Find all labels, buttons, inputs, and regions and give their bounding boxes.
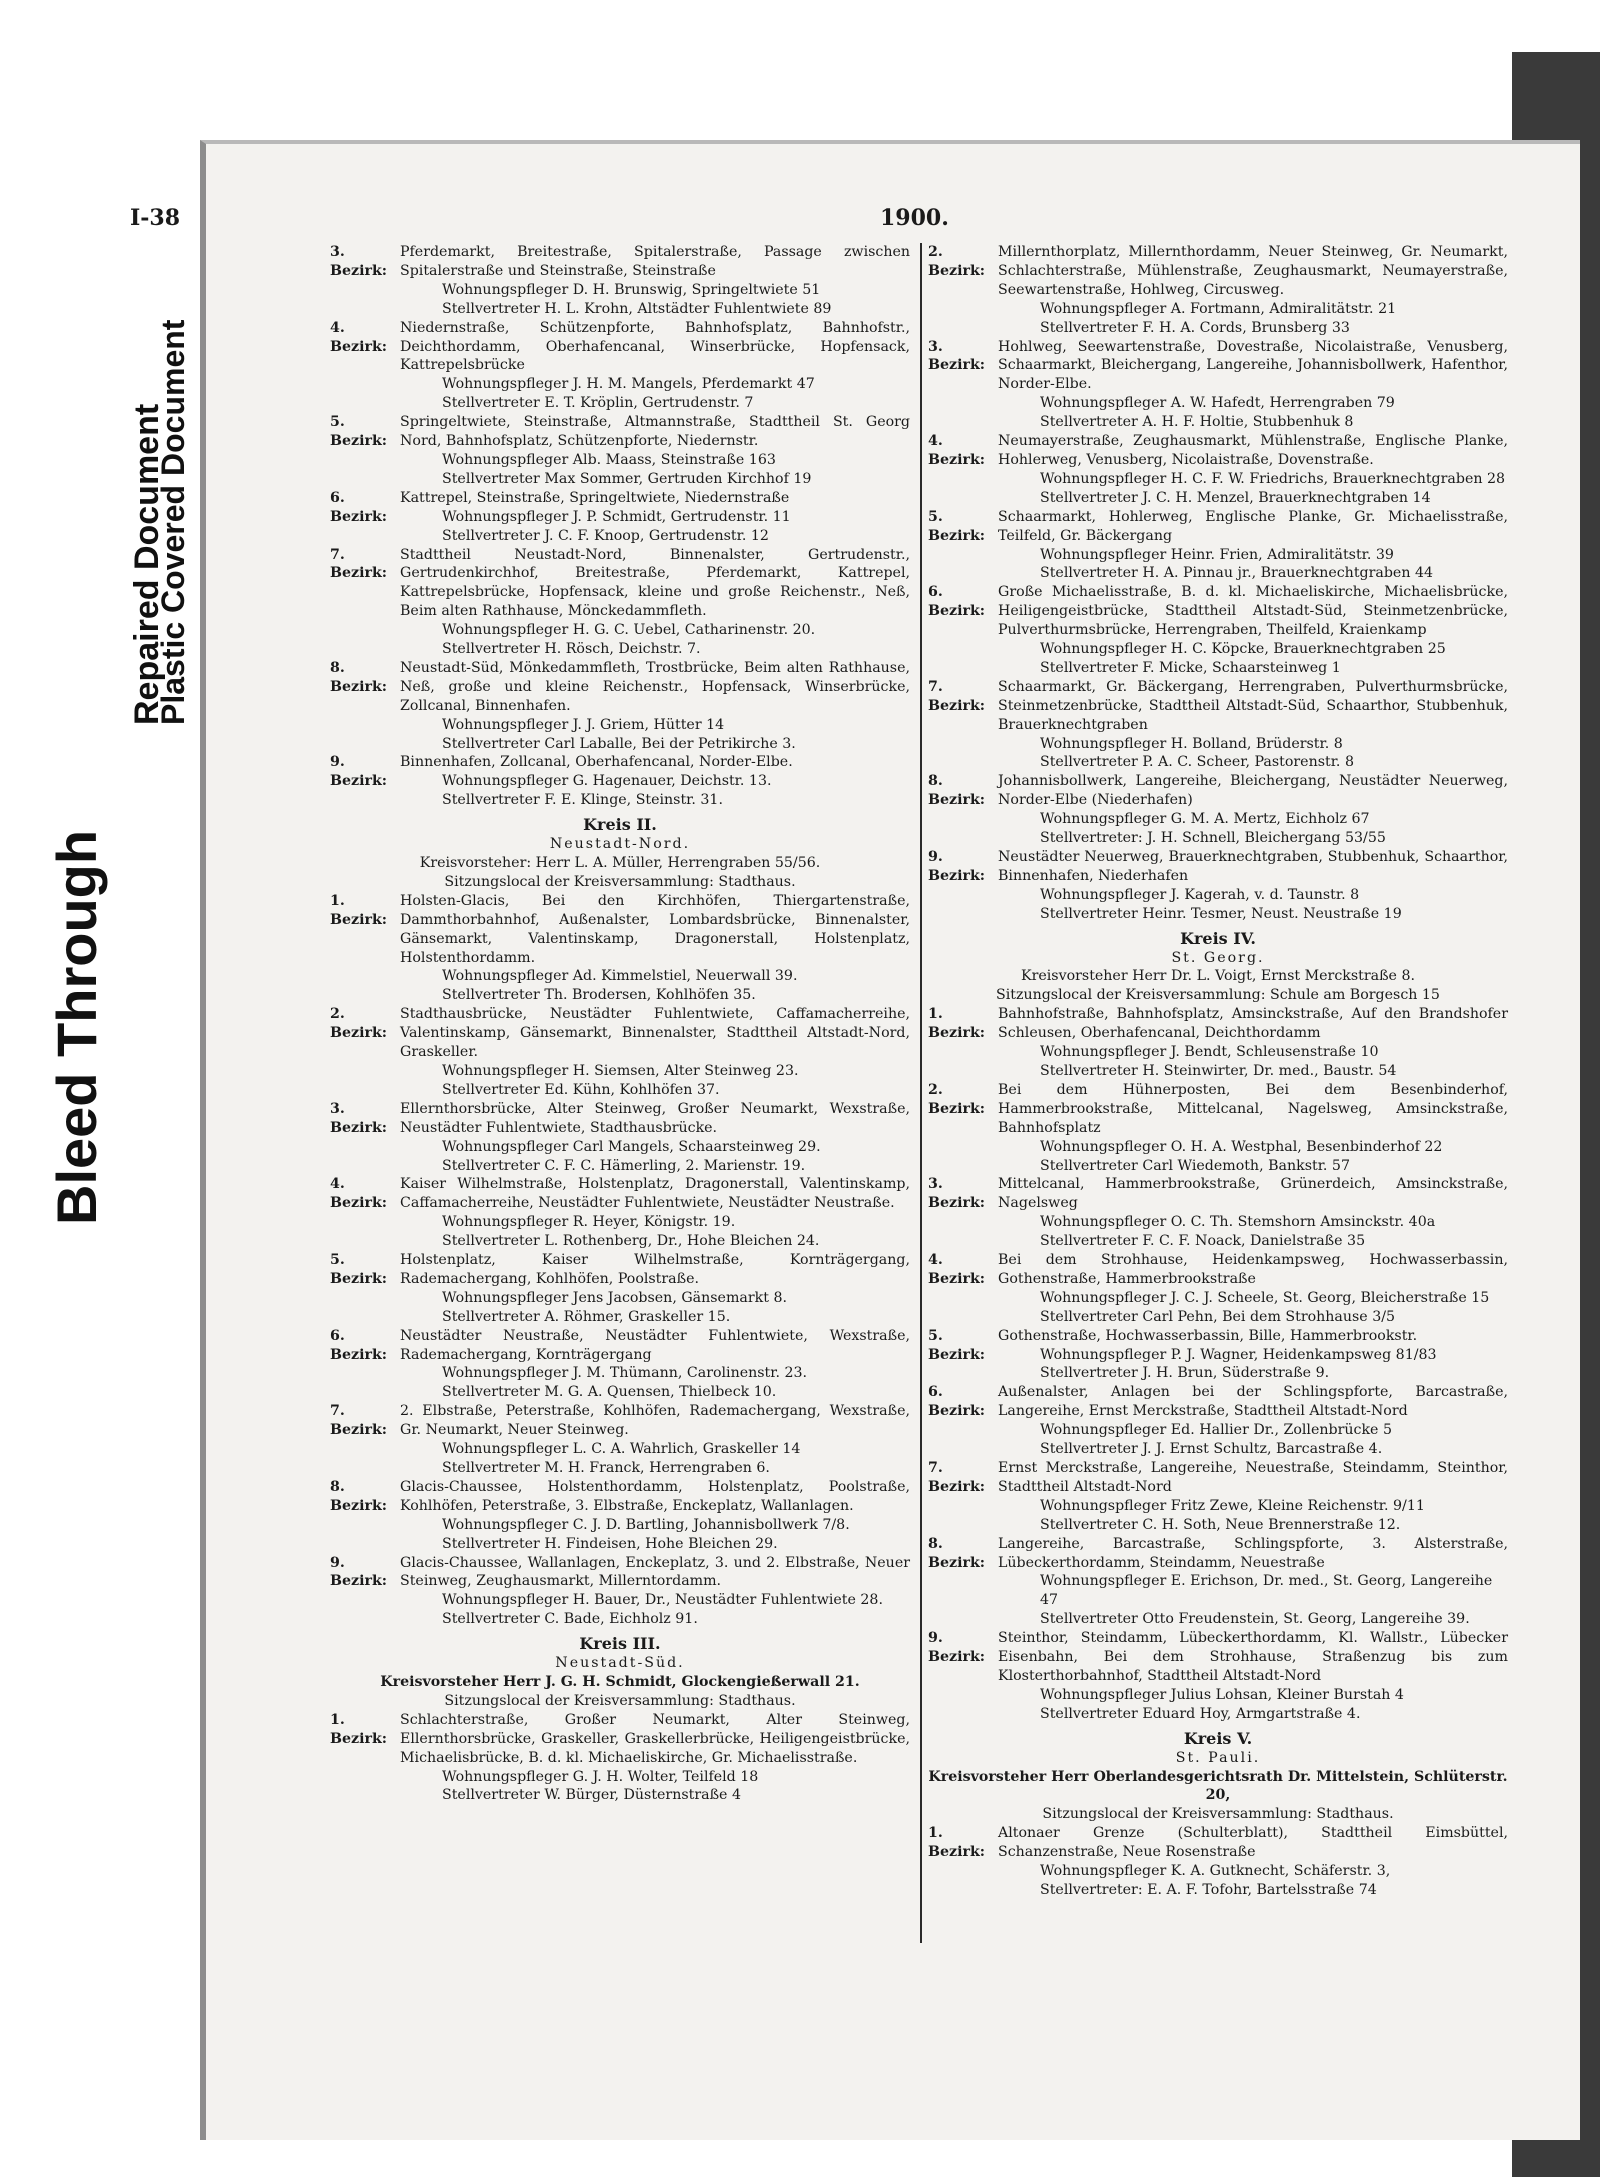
bezirk-label: 4. Bezirk: bbox=[330, 1176, 388, 1212]
bezirk-label: 4. Bezirk: bbox=[928, 433, 986, 468]
bezirk-label: 5. Bezirk: bbox=[928, 508, 986, 544]
bezirk-entry bbox=[928, 772, 1508, 848]
bezirk-entry bbox=[928, 1535, 1508, 1630]
bezirk-pfleger: Wohnungspfleger H. Bolland, Brüderstr. 8 bbox=[1040, 735, 1343, 752]
bezirk-label: 1. Bezirk: bbox=[928, 1006, 986, 1042]
bezirk-streets: Schaarmarkt, Gr. Bäckergang, Herrengraben, Pulverthurmsbrücke, Steinmetzenbrücke, Stadttheil Altstadt-Süd, Schaarthor, Stubbenhuk, Brauerknechtgraben bbox=[998, 678, 1508, 733]
kreis4-title: Kreis IV. bbox=[1180, 928, 1256, 948]
bezirk-entry bbox=[330, 659, 910, 754]
kreis3-entries-left bbox=[330, 1711, 910, 1806]
bezirk-entry bbox=[928, 1629, 1508, 1724]
bezirk-streets: Außenalster, Anlagen bei der Schlingspforte, Barcastraße, Langereihe, Ernst Merckstraße, Stadttheil Altstadt-Nord bbox=[998, 1384, 1508, 1420]
label-bleed-through: Bleed Through bbox=[45, 829, 108, 1225]
bezirk-entry bbox=[928, 1005, 1508, 1081]
bezirk-streets: Stadthausbrücke, Neustädter Fuhlentwiete, Caffamacherreihe, Valentinskamp, Gänsemarkt, Binnenalster, Stadttheil Altstadt-Nord, Graskeller. bbox=[400, 1006, 910, 1061]
bezirk-stellvertreter: Stellvertreter L. Rothenberg, Dr., Hohe Bleichen 24. bbox=[442, 1233, 820, 1250]
bezirk-stellvertreter: Stellvertreter Heinr. Tesmer, Neust. Neustraße 19 bbox=[1040, 905, 1402, 922]
bezirk-label: 8. Bezirk: bbox=[928, 773, 986, 809]
bezirk-pfleger: Wohnungspfleger A. W. Hafedt, Herrengraben 79 bbox=[1040, 395, 1395, 412]
kreis4-subtitle: St. Georg. bbox=[1171, 949, 1265, 966]
bezirk-entry bbox=[330, 1478, 910, 1554]
bezirk-stellvertreter: Stellvertreter C. H. Soth, Neue Brennerstraße 12. bbox=[1040, 1516, 1401, 1533]
bezirk-entry bbox=[330, 243, 910, 319]
kreis3-chair: Kreisvorsteher Herr J. G. H. Schmidt, Glockengießerwall 21. bbox=[380, 1673, 860, 1690]
bezirk-label: 3. Bezirk: bbox=[330, 1100, 388, 1136]
bezirk-stellvertreter: Stellvertreter J. J. Ernst Schultz, Barcastraße 4. bbox=[1040, 1441, 1383, 1458]
bezirk-entry bbox=[330, 319, 910, 414]
bezirk-stellvertreter: Stellvertreter Max Sommer, Gertruden Kirchhof 19 bbox=[442, 470, 812, 487]
kreis5-entries bbox=[928, 1824, 1508, 1900]
page-year: 1900. bbox=[880, 205, 949, 231]
bezirk-pfleger: Wohnungspfleger J. H. M. Mangels, Pferdemarkt 47 bbox=[442, 376, 815, 393]
bezirk-pfleger: Wohnungspfleger H. C. Köpcke, Brauerknechtgraben 25 bbox=[1040, 641, 1446, 658]
bezirk-streets: Pferdemarkt, Breitestraße, Spitalerstraße, Passage zwischen Spitalerstraße und Steinstraße, Steinstraße bbox=[400, 244, 910, 279]
bezirk-stellvertreter: Stellvertreter M. H. Franck, Herrengraben 6. bbox=[442, 1460, 770, 1476]
bezirk-pfleger: Wohnungspfleger E. Erichson, Dr. med., St. Georg, Langereihe 47 bbox=[1040, 1573, 1493, 1609]
bezirk-stellvertreter: Stellvertreter Otto Freudenstein, St. Georg, Langereihe 39. bbox=[1040, 1611, 1470, 1628]
kreis3-title: Kreis III. bbox=[579, 1634, 661, 1654]
kreis3-subtitle: Neustadt-Süd. bbox=[555, 1655, 685, 1672]
bezirk-streets: Schaarmarkt, Hohlerweg, Englische Planke, Gr. Michaelisstraße, Teilfeld, Gr. Bäckergang bbox=[998, 508, 1508, 544]
bezirk-streets: Stadttheil Neustadt-Nord, Binnenalster, Gertrudenstr., Gertrudenkirchhof, Breitestraße, Pferdemarkt, Kattrepel, Kattrepelsbrücke, Hopfensack, kleine und große Reichenstr., Neß, Beim alten Rathhause, Mönckedammfleth. bbox=[400, 546, 910, 620]
kreis4-chair: Kreisvorsteher Herr Dr. L. Voigt, Ernst Merckstraße 8. bbox=[1020, 968, 1416, 985]
bezirk-pfleger: Wohnungspfleger J. Bendt, Schleusenstraße 10 bbox=[1040, 1044, 1379, 1061]
kreis1-continued bbox=[330, 243, 910, 810]
label-repaired: Repaired Document bbox=[128, 403, 166, 725]
bezirk-pfleger: Wohnungspfleger D. H. Brunswig, Springeltwiete 51 bbox=[442, 281, 821, 298]
bezirk-entry bbox=[330, 1100, 910, 1176]
bezirk-streets: Glacis-Chaussee, Wallanlagen, Enckeplatz, 3. und 2. Elbstraße, Neuer Steinweg, Zeughausmarkt, Millerntordamm. bbox=[400, 1554, 910, 1590]
bezirk-streets: Mittelcanal, Hammerbrookstraße, Grünerdeich, Amsinckstraße, Nagelsweg bbox=[998, 1176, 1508, 1212]
bezirk-label: 1. Bezirk: bbox=[330, 892, 388, 928]
bezirk-pfleger: Wohnungspfleger C. J. D. Bartling, Johannisbollwerk 7/8. bbox=[442, 1516, 850, 1533]
kreis2-title: Kreis II. bbox=[583, 815, 657, 835]
bezirk-entry bbox=[928, 432, 1508, 508]
bezirk-label: 9. Bezirk: bbox=[330, 1554, 388, 1590]
bezirk-stellvertreter: Stellvertreter P. A. C. Scheer, Pastorenstr. 8 bbox=[1040, 754, 1354, 771]
kreis4-entries bbox=[928, 1005, 1508, 1723]
bezirk-stellvertreter: Stellvertreter J. H. Brun, Süderstraße 9. bbox=[1040, 1365, 1330, 1382]
bezirk-pfleger: Wohnungspfleger Julius Lohsan, Kleiner Burstah 4 bbox=[1040, 1686, 1404, 1703]
bezirk-stellvertreter: Stellvertreter J. C. F. Knoop, Gertrudenstr. 12 bbox=[442, 527, 769, 544]
bezirk-stellvertreter: Stellvertreter Th. Brodersen, Kohlhöfen 35. bbox=[442, 987, 756, 1004]
bezirk-stellvertreter: Stellvertreter: J. H. Schnell, Bleichergang 53/55 bbox=[1040, 830, 1386, 847]
bezirk-streets: Kattrepel, Steinstraße, Springeltwiete, Niedernstraße bbox=[400, 489, 790, 506]
bezirk-entry bbox=[928, 1081, 1508, 1176]
bezirk-entry bbox=[928, 243, 1508, 338]
bezirk-streets: Glacis-Chaussee, Holstenthordamm, Holstenplatz, Poolstraße, Kohlhöfen, Peterstraße, 3. Elbstraße, Enckeplatz, Wallanlagen. bbox=[400, 1478, 910, 1514]
bezirk-entry bbox=[928, 1251, 1508, 1327]
bezirk-pfleger: Wohnungspfleger A. Fortmann, Admiralitätstr. 21 bbox=[1040, 300, 1397, 317]
bezirk-pfleger: Wohnungspfleger O. C. Th. Stemshorn Amsinckstr. 40a bbox=[1040, 1214, 1436, 1231]
bezirk-label: 5. Bezirk: bbox=[330, 414, 388, 450]
bezirk-pfleger: Wohnungspfleger H. G. C. Uebel, Catharinenstr. 20. bbox=[442, 622, 816, 639]
bezirk-label: 2. Bezirk: bbox=[928, 1081, 986, 1117]
bezirk-pfleger: Wohnungspfleger O. H. A. Westphal, Besenbinderhof 22 bbox=[1040, 1138, 1443, 1155]
bezirk-streets: Langereihe, Barcastraße, Schlingspforte, 3. Alsterstraße, Lübeckerthordamm, Steindamm, Neuestraße bbox=[998, 1535, 1508, 1571]
bezirk-pfleger: Wohnungspfleger Fritz Zewe, Kleine Reichenstr. 9/11 bbox=[1040, 1497, 1425, 1514]
bezirk-label: 6. Bezirk: bbox=[330, 1327, 388, 1363]
bezirk-streets: Springeltwiete, Steinstraße, Altmannstraße, Stadttheil St. Georg Nord, Bahnhofsplatz, Schützenpforte, Niedernstr. bbox=[400, 414, 910, 450]
bezirk-label: 8. Bezirk: bbox=[330, 1478, 388, 1514]
bezirk-entry bbox=[330, 413, 910, 489]
bezirk-label: 8. Bezirk: bbox=[928, 1535, 986, 1571]
bezirk-stellvertreter: Stellvertreter E. T. Kröplin, Gertrudenstr. 7 bbox=[442, 395, 754, 412]
bezirk-stellvertreter: Stellvertreter Carl Pehn, Bei dem Strohhause 3/5 bbox=[1040, 1308, 1396, 1325]
bezirk-pfleger: Wohnungspfleger J. J. Griem, Hütter 14 bbox=[442, 716, 725, 733]
kreis3-entries-right bbox=[928, 243, 1508, 924]
bezirk-pfleger: Wohnungspfleger G. Hagenauer, Deichstr. 13. bbox=[442, 773, 772, 790]
bezirk-pfleger: Wohnungspfleger P. J. Wagner, Heidenkampsweg 81/83 bbox=[1040, 1346, 1437, 1363]
bezirk-label: 7. Bezirk: bbox=[330, 546, 388, 582]
bezirk-stellvertreter: Stellvertreter F. C. F. Noack, Danielstraße 35 bbox=[1040, 1233, 1366, 1250]
bezirk-streets: Millernthorplatz, Millernthordamm, Neuer Steinweg, Gr. Neumarkt, Schlachterstraße, Mühlenstraße, Zeughausmarkt, Neumayerstraße, Seewartenstraße, Hohlweg, Circusweg. bbox=[998, 244, 1508, 298]
bezirk-streets: Bei dem Strohhause, Heidenkampsweg, Hochwasserbassin, Gothenstraße, Hammerbrookstraße bbox=[998, 1252, 1508, 1287]
bezirk-pfleger: Wohnungspfleger Carl Mangels, Schaarsteinweg 29. bbox=[442, 1138, 821, 1155]
bezirk-entry bbox=[330, 892, 910, 1005]
bezirk-streets: Bahnhofstraße, Bahnhofsplatz, Amsinckstraße, Auf den Brandshofer Schleusen, Oberhafencanal, Deichthordamm bbox=[998, 1006, 1508, 1042]
bezirk-pfleger: Wohnungspfleger H. Bauer, Dr., Neustädter Fuhlentwiete 28. bbox=[442, 1592, 883, 1609]
bezirk-streets: Schlachterstraße, Großer Neumarkt, Alter Steinweg, Ellernthorsbrücke, Graskeller, Graskellerbrücke, Heiligengeistbrücke, Michaelisbrücke, B. d. kl. Michaeliskirche, Gr. Michaelisstraße. bbox=[400, 1711, 910, 1766]
bezirk-stellvertreter: Stellvertreter Carl Wiedemoth, Bankstr. 57 bbox=[1040, 1157, 1350, 1174]
kreis5-subtitle: St. Pauli. bbox=[1175, 1749, 1261, 1766]
bezirk-stellvertreter: Stellvertreter A. Röhmer, Graskeller 15. bbox=[442, 1308, 731, 1325]
bezirk-stellvertreter: Stellvertreter: E. A. F. Tofohr, Bartelsstraße 74 bbox=[1040, 1881, 1377, 1898]
bezirk-label: 3. Bezirk: bbox=[928, 338, 986, 374]
bezirk-stellvertreter: Stellvertreter C. F. C. Hämerling, 2. Marienstr. 19. bbox=[442, 1157, 806, 1174]
bezirk-label: 6. Bezirk: bbox=[330, 489, 388, 525]
bezirk-stellvertreter: Stellvertreter Ed. Kühn, Kohlhöfen 37. bbox=[442, 1081, 720, 1098]
bezirk-streets: Hohlweg, Seewartenstraße, Dovestraße, Nicolaistraße, Venusberg, Schaarmarkt, Bleichergang, Langereihe, Johannisbollwerk, Hafenthor, Norder-Elbe. bbox=[998, 338, 1508, 393]
column-divider bbox=[920, 243, 922, 1943]
kreis2-chair: Kreisvorsteher: Herr L. A. Müller, Herrengraben 55/56. bbox=[419, 855, 821, 871]
bezirk-label: 9. Bezirk: bbox=[928, 849, 986, 884]
bezirk-label: 7. Bezirk: bbox=[928, 678, 986, 714]
bezirk-streets: Niedernstraße, Schützenpforte, Bahnhofsplatz, Bahnhofstr., Deichthordamm, Oberhafencanal, Winserbrücke, Hopfensack, Kattrepelsbrücke bbox=[400, 319, 910, 374]
bezirk-label: 3. Bezirk: bbox=[330, 244, 388, 279]
kreis2-entries bbox=[330, 892, 910, 1629]
bezirk-pfleger: Wohnungspfleger Jens Jacobsen, Gänsemarkt 8. bbox=[442, 1289, 787, 1306]
bezirk-streets: Neumayerstraße, Zeughausmarkt, Mühlenstraße, Englische Planke, Hohlerweg, Venusberg, Nicolaistraße, Dovenstraße. bbox=[998, 433, 1508, 468]
bezirk-entry bbox=[330, 1711, 910, 1806]
bezirk-streets: 2. Elbstraße, Peterstraße, Kohlhöfen, Rademachergang, Wexstraße, Gr. Neumarkt, Neuer Steinweg. bbox=[400, 1403, 910, 1439]
bezirk-label: 6. Bezirk: bbox=[928, 584, 986, 620]
bezirk-streets: Neustädter Neustraße, Neustädter Fuhlentwiete, Wexstraße, Rademachergang, Kornträgergang bbox=[400, 1327, 910, 1363]
bezirk-entry bbox=[330, 546, 910, 659]
bezirk-stellvertreter: Stellvertreter M. G. A. Quensen, Thielbeck 10. bbox=[442, 1384, 777, 1401]
bezirk-pfleger: Wohnungspfleger Heinr. Frien, Admiralitätstr. 39 bbox=[1040, 546, 1394, 563]
bezirk-pfleger: Wohnungspfleger Ad. Kimmelstiel, Neuerwall 39. bbox=[442, 968, 798, 985]
bezirk-pfleger: Wohnungspfleger J. P. Schmidt, Gertrudenstr. 11 bbox=[442, 508, 791, 525]
bezirk-pfleger: Wohnungspfleger J. Kagerah, v. d. Taunstr. 8 bbox=[1040, 886, 1360, 903]
bezirk-streets: Neustädter Neuerweg, Brauerknechtgraben, Stubbenhuk, Schaarthor, Binnenhafen, Niederhafen bbox=[998, 849, 1508, 884]
kreis2-subtitle: Neustadt-Nord. bbox=[549, 836, 691, 853]
bezirk-entry bbox=[330, 1327, 910, 1403]
bezirk-entry bbox=[928, 1459, 1508, 1535]
bezirk-stellvertreter: Stellvertreter J. C. H. Menzel, Brauerknechtgraben 14 bbox=[1040, 489, 1431, 506]
bezirk-pfleger: Wohnungspfleger Ed. Hallier Dr., Zollenbrücke 5 bbox=[1040, 1422, 1392, 1439]
bezirk-stellvertreter: Stellvertreter H. Findeisen, Hohe Bleichen 29. bbox=[442, 1535, 778, 1552]
bezirk-entry bbox=[928, 583, 1508, 678]
bezirk-stellvertreter: Stellvertreter F. H. A. Cords, Brunsberg 33 bbox=[1040, 319, 1350, 336]
bezirk-streets: Binnenhafen, Zollcanal, Oberhafencanal, Norder-Elbe. bbox=[400, 754, 793, 771]
bezirk-label: 1. Bezirk: bbox=[928, 1825, 986, 1861]
bezirk-entry bbox=[928, 848, 1508, 924]
bezirk-streets: Holstenplatz, Kaiser Wilhelmstraße, Kornträgergang, Rademachergang, Kohlhöfen, Poolstraße. bbox=[400, 1252, 910, 1287]
bezirk-label: 2. Bezirk: bbox=[330, 1006, 388, 1042]
bezirk-streets: Ellernthorsbrücke, Alter Steinweg, Großer Neumarkt, Wexstraße, Neustädter Fuhlentwiete, Stadthausbrücke. bbox=[400, 1100, 910, 1136]
bezirk-label: 4. Bezirk: bbox=[330, 319, 388, 355]
bezirk-streets: Holsten-Glacis, Bei den Kirchhöfen, Thiergartenstraße, Dammthorbahnhof, Außenalster, Lombardsbrücke, Binnenalster, Gänsemarkt, Valentinskamp, Dragonerstall, Holstenplatz, Holstenthordamm. bbox=[400, 892, 910, 966]
bezirk-entry bbox=[928, 678, 1508, 773]
bezirk-label: 5. Bezirk: bbox=[928, 1327, 986, 1363]
bezirk-label: 1. Bezirk: bbox=[330, 1711, 388, 1747]
bezirk-label: 9. Bezirk: bbox=[928, 1630, 986, 1666]
bezirk-stellvertreter: Stellvertreter Eduard Hoy, Armgartstraße 4. bbox=[1040, 1705, 1361, 1722]
bezirk-stellvertreter: Stellvertreter H. Steinwirter, Dr. med., Baustr. 54 bbox=[1040, 1062, 1397, 1079]
page-number: I-38 bbox=[130, 205, 181, 231]
bezirk-stellvertreter: Stellvertreter Carl Laballe, Bei der Petrikirche 3. bbox=[442, 735, 796, 752]
bezirk-pfleger: Wohnungspfleger R. Heyer, Königstr. 19. bbox=[442, 1214, 736, 1231]
bezirk-streets: Kaiser Wilhelmstraße, Holstenplatz, Dragonerstall, Valentinskamp, Caffamacherreihe, Neustädter Fuhlentwiete, Neustädter Neustraße. bbox=[400, 1176, 910, 1212]
bezirk-label: 8. Bezirk: bbox=[330, 659, 388, 695]
bezirk-label: 4. Bezirk: bbox=[928, 1252, 986, 1287]
bezirk-entry bbox=[330, 1402, 910, 1478]
bezirk-entry bbox=[330, 1251, 910, 1327]
bezirk-pfleger: Wohnungspfleger J. C. J. Scheele, St. Georg, Bleicherstraße 15 bbox=[1040, 1289, 1490, 1306]
bezirk-entry bbox=[330, 1005, 910, 1100]
bezirk-entry bbox=[330, 489, 910, 546]
bezirk-label: 7. Bezirk: bbox=[928, 1460, 986, 1495]
bezirk-label: 3. Bezirk: bbox=[928, 1176, 986, 1212]
bezirk-streets: Gothenstraße, Hochwasserbassin, Bille, Hammerbrookstr. bbox=[998, 1327, 1418, 1344]
bezirk-stellvertreter: Stellvertreter A. H. F. Holtie, Stubbenhuk 8 bbox=[1040, 414, 1354, 431]
bezirk-label: 7. Bezirk: bbox=[330, 1403, 388, 1439]
bezirk-stellvertreter: Stellvertreter F. E. Klinge, Steinstr. 31. bbox=[442, 792, 723, 809]
bezirk-label: 5. Bezirk: bbox=[330, 1252, 388, 1287]
bezirk-stellvertreter: Stellvertreter C. Bade, Eichholz 91. bbox=[442, 1611, 698, 1628]
bezirk-pfleger: Wohnungspfleger G. J. H. Wolter, Teilfeld 18 bbox=[442, 1768, 759, 1785]
bezirk-streets: Steinthor, Steindamm, Lübeckerthordamm, Kl. Wallstr., Lübecker Eisenbahn, Bei dem Strohhause, Straßenzug bis zum Klosterthorbahnhof, Stadttheil Altstadt-Nord bbox=[998, 1630, 1508, 1684]
bezirk-streets: Ernst Merckstraße, Langereihe, Neuestraße, Steindamm, Steinthor, Stadttheil Altstadt-Nord bbox=[998, 1460, 1508, 1495]
bezirk-entry bbox=[330, 753, 910, 810]
kreis2-meeting: Sitzungslocal der Kreisversammlung: Stadthaus. bbox=[444, 873, 796, 890]
kreis5-chair: Kreisvorsteher Herr Oberlandesgerichtsrath Dr. Mittelstein, Schlüterstr. 20, bbox=[928, 1768, 1508, 1804]
bezirk-stellvertreter: Stellvertreter F. Micke, Schaarsteinweg 1 bbox=[1040, 659, 1341, 676]
left-column bbox=[330, 243, 910, 1805]
bezirk-pfleger: Wohnungspfleger H. Siemsen, Alter Steinweg 23. bbox=[442, 1062, 799, 1079]
bezirk-entry bbox=[330, 1554, 910, 1630]
bezirk-pfleger: Wohnungspfleger K. A. Gutknecht, Schäferstr. 3, bbox=[1040, 1863, 1391, 1880]
bezirk-entry bbox=[928, 1327, 1508, 1384]
bezirk-label: 2. Bezirk: bbox=[928, 244, 986, 279]
bezirk-streets: Altonaer Grenze (Schulterblatt), Stadttheil Eimsbüttel, Schanzenstraße, Neue Rosenstraße bbox=[998, 1825, 1508, 1861]
bezirk-pfleger: Wohnungspfleger J. M. Thümann, Carolinenstr. 23. bbox=[442, 1365, 808, 1382]
bezirk-entry bbox=[928, 338, 1508, 433]
bezirk-pfleger: Wohnungspfleger Alb. Maass, Steinstraße 163 bbox=[442, 451, 776, 468]
bezirk-streets: Johannisbollwerk, Langereihe, Bleichergang, Neustädter Neuerweg, Norder-Elbe (Niederhafen) bbox=[998, 773, 1508, 809]
kreis4-meeting: Sitzungslocal der Kreisversammlung: Schule am Borgesch 15 bbox=[996, 987, 1440, 1004]
bezirk-streets: Große Michaelisstraße, B. d. kl. Michaeliskirche, Michaelisbrücke, Heiligengeistbrücke, Stadttheil Altstadt-Süd, Steinmetzenbrücke, Pulverthurmsbrücke, Herrengraben, Theilfeld, Kraienkamp bbox=[998, 584, 1508, 639]
bezirk-stellvertreter: Stellvertreter H. L. Krohn, Altstädter Fuhlentwiete 89 bbox=[442, 300, 832, 317]
right-column bbox=[928, 243, 1508, 1900]
bezirk-entry bbox=[928, 1383, 1508, 1459]
kreis3-meeting: Sitzungslocal der Kreisversammlung: Stadthaus. bbox=[444, 1692, 796, 1709]
label-plastic-covered: Plastic Covered Document bbox=[155, 319, 191, 725]
bezirk-entry bbox=[928, 508, 1508, 584]
bezirk-stellvertreter: Stellvertreter W. Bürger, Düsternstraße 4 bbox=[442, 1787, 741, 1804]
bezirk-entry bbox=[330, 1175, 910, 1251]
bezirk-stellvertreter: Stellvertreter H. A. Pinnau jr., Brauerknechtgraben 44 bbox=[1040, 565, 1434, 582]
bezirk-stellvertreter: Stellvertreter H. Rösch, Deichstr. 7. bbox=[442, 641, 701, 658]
bezirk-entry bbox=[928, 1175, 1508, 1251]
bezirk-pfleger: Wohnungspfleger G. M. A. Mertz, Eichholz 67 bbox=[1040, 811, 1370, 828]
bezirk-label: 6. Bezirk: bbox=[928, 1384, 986, 1420]
kreis5-meeting: Sitzungslocal der Kreisversammlung: Stadthaus. bbox=[1042, 1806, 1394, 1823]
bezirk-label: 9. Bezirk: bbox=[330, 754, 388, 790]
bezirk-pfleger: Wohnungspfleger H. C. F. W. Friedrichs, Brauerknechtgraben 28 bbox=[1040, 470, 1506, 487]
bezirk-streets: Neustadt-Süd, Mönkedammfleth, Trostbrücke, Beim alten Rathhause, Neß, große und kleine Reichenstr., Hopfensack, Winserbrücke, Zollcanal, Binnenhafen. bbox=[400, 659, 910, 714]
bezirk-entry bbox=[928, 1824, 1508, 1900]
bezirk-pfleger: Wohnungspfleger L. C. A. Wahrlich, Graskeller 14 bbox=[442, 1441, 801, 1458]
bezirk-streets: Bei dem Hühnerposten, Bei dem Besenbinderhof, Hammerbrookstraße, Mittelcanal, Nagelsweg, Amsinckstraße, Bahnhofsplatz bbox=[998, 1081, 1508, 1136]
kreis5-title: Kreis V. bbox=[1183, 1728, 1253, 1748]
